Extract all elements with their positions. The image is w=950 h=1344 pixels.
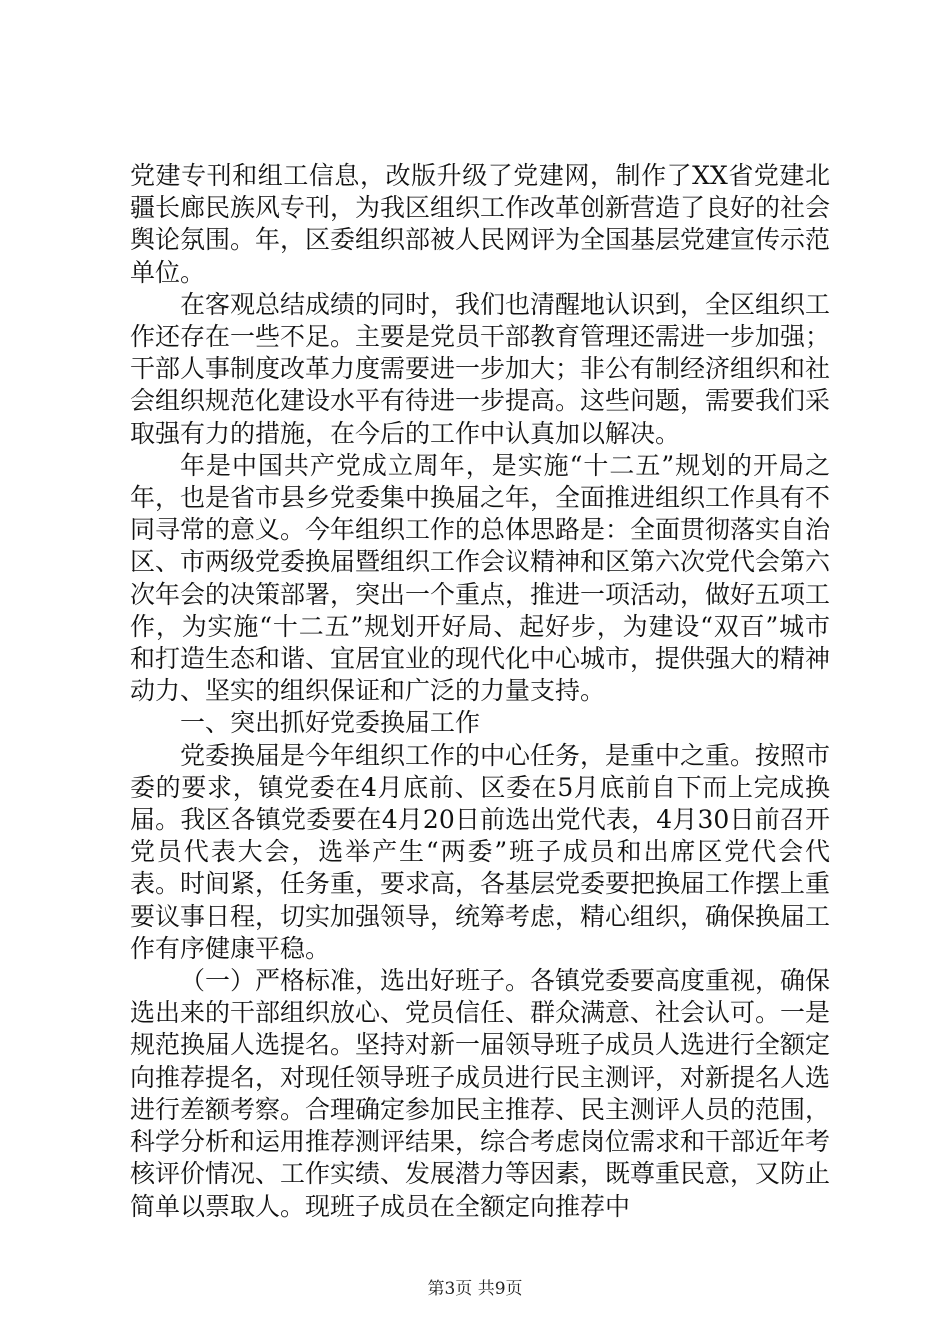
paragraph-1: 党建专刊和组工信息，改版升级了党建网，制作了XX省党建北疆长廊民族风专刊，为我区组织工作改革创新营造了良好的社会舆论氛围。年，区委组织部被人民网评为全国基层党建宣传示范单位。 — [130, 161, 831, 287]
document-body — [130, 160, 830, 1223]
paragraph-4: 党委换届是今年组织工作的中心任务，是重中之重。按照市委的要求，镇党委在4月底前、区委在5月底前自下而上完成换届。我区各镇党委要在4月20日前选出党代表，4月30日前召开党员代表大会，选举产生“两委”班子成员和出席区党代会代表。时间紧，任务重，要求高，各基层党委要把换届工作摆上重要议事日程，切实加强领导，统筹考虑，精心组织，确保换届工作有序健康平稳。 — [130, 740, 831, 963]
paragraph-3: 年是中国共产党成立周年，是实施“十二五”规划的开局之年，也是省市县乡党委集中换届之年，全面推进组织工作具有不同寻常的意义。今年组织工作的总体思路是：全面贯彻落实自治区、市两级党委换届暨组织工作会议精神和区第六次党代会第六次年会的决策部署，突出一个重点，推进一项活动，做好五项工作，为实施“十二五”规划开好局、起好步，为建设“双百”城市和打造生态和谐、宜居宜业的现代化中心城市，提供强大的精神动力、坚实的组织保证和广泛的力量支持。 — [130, 450, 831, 706]
paragraph-5: （一）严格标准，选出好班子。各镇党委要高度重视，确保选出来的干部组织放心、党员信任、群众满意、社会认可。一是规范换届人选提名。坚持对新一届领导班子成员人选进行全额定向推荐提名，对现任领导班子成员进行民主测评，对新提名人选进行差额考察。合理确定参加民主推荐、民主测评人员的范围，科学分析和运用推荐测评结果，综合考虑岗位需求和干部近年考核评价情况、工作实绩、发展潜力等因素，既尊重民意，又防止简单以票取人。现班子成员在全额定向推荐中 — [130, 966, 831, 1221]
paragraph-2: 在客观总结成绩的同时，我们也清醒地认识到，全区组织工作还存在一些不足。主要是党员干部教育管理还需进一步加强；干部人事制度改革力度需要进一步加大；非公有制经济组织和社会组织规范化建设水平有待进一步提高。这些问题，需要我们采取强有力的措施，在今后的工作中认真加以解决。 — [130, 289, 831, 448]
page-footer: 第3页 共9页 — [427, 1279, 523, 1299]
section-heading: 一、突出抓好党委换届工作 — [180, 708, 481, 738]
